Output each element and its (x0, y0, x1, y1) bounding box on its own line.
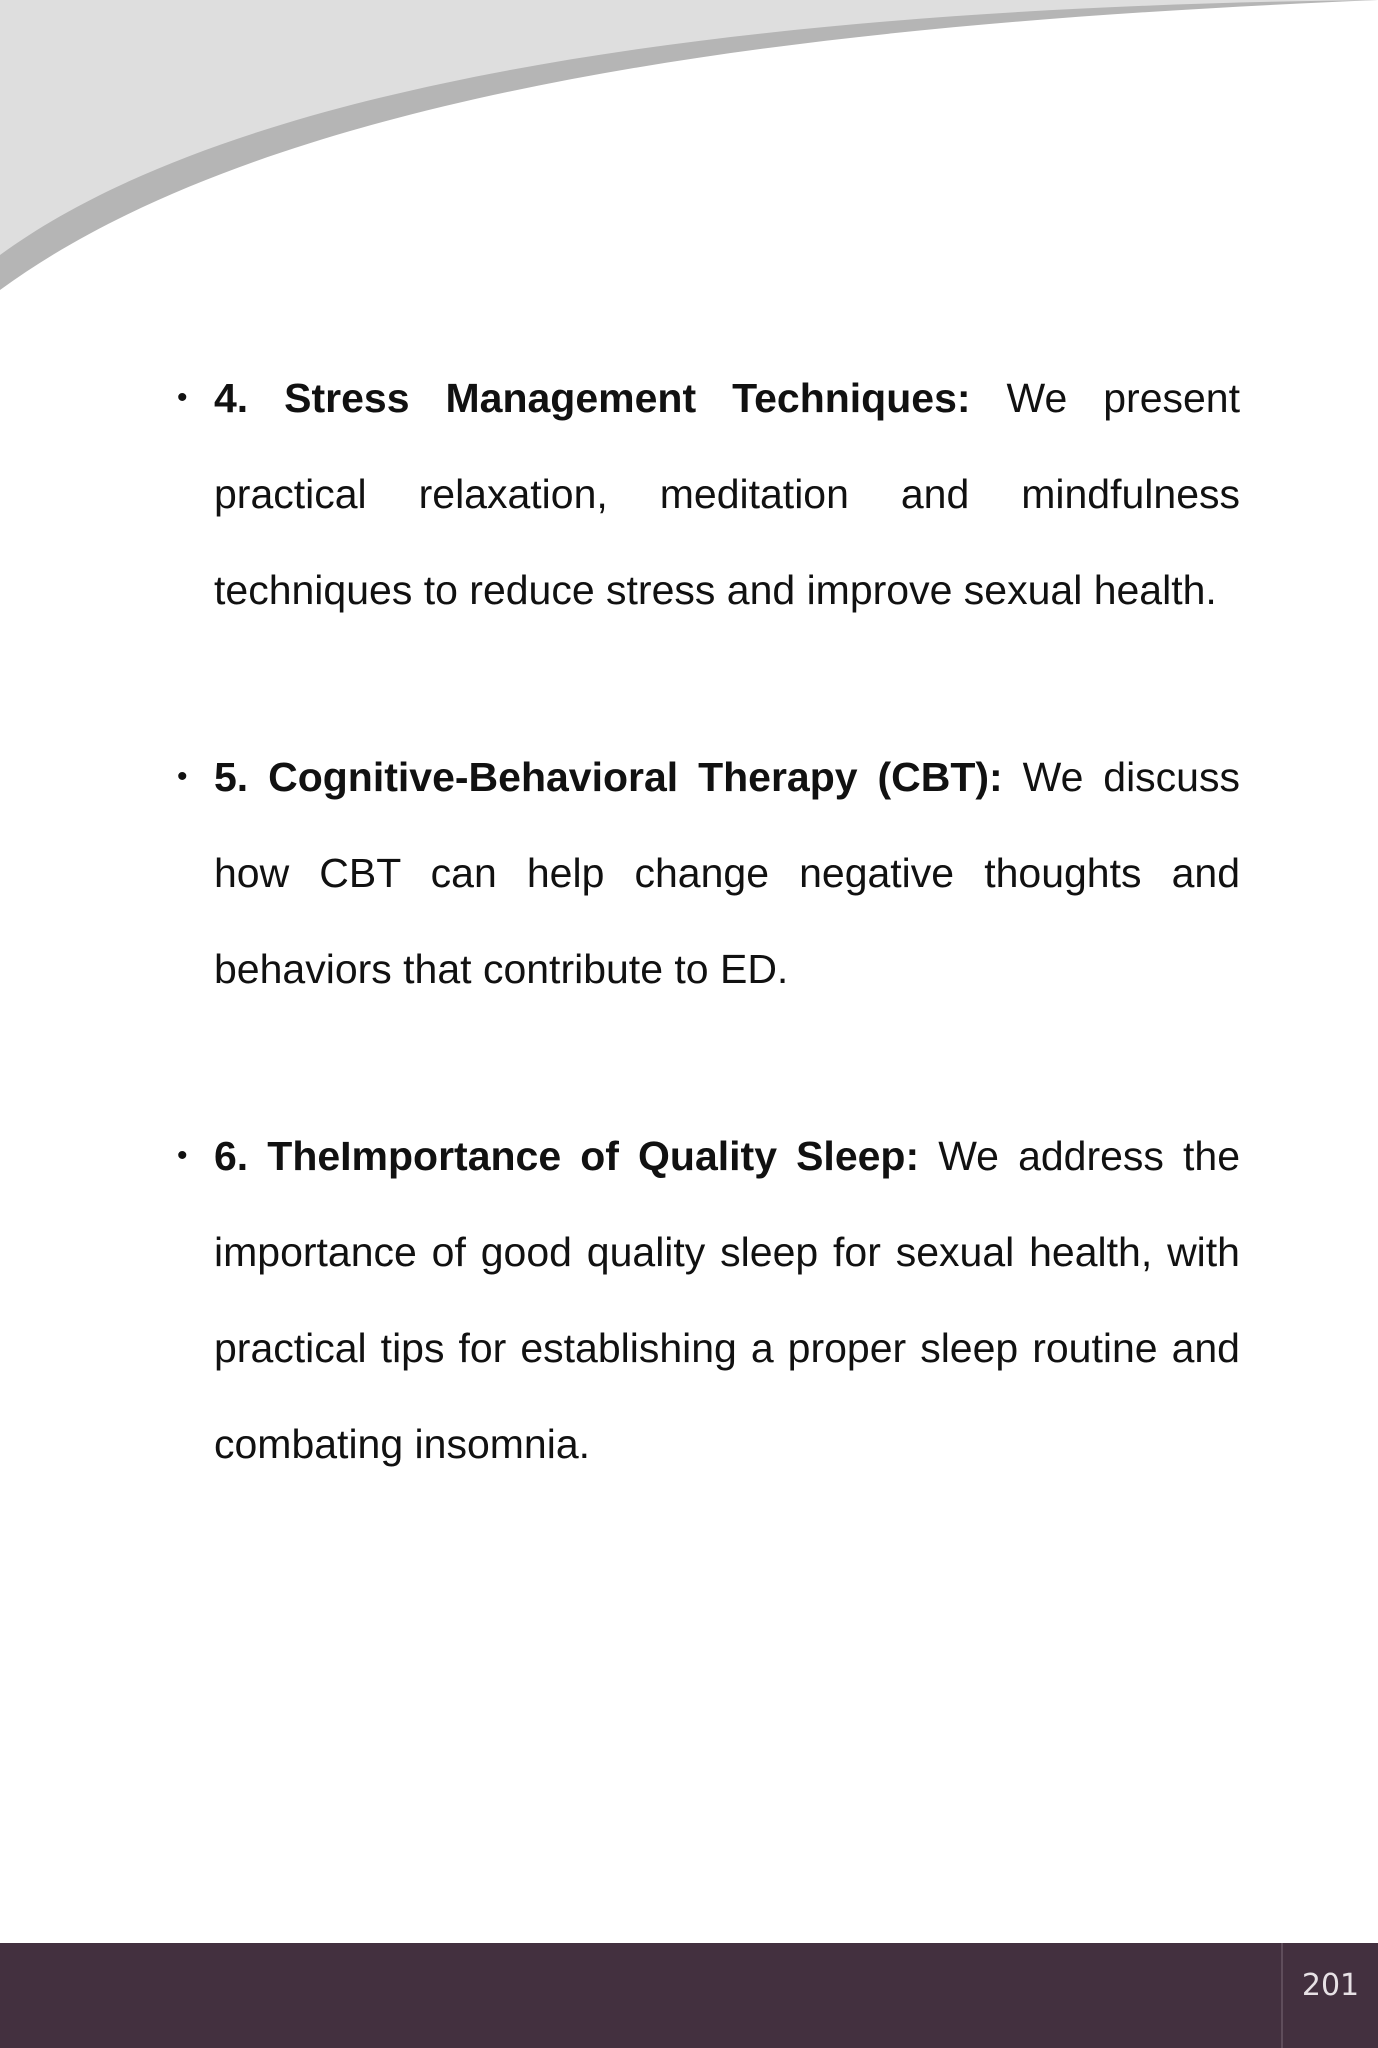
item-heading: 5. Cognitive-Behavioral Therapy (CBT): (214, 754, 1003, 800)
bullet-list (174, 350, 1240, 1492)
item-heading: 4. Stress Management Techniques: (214, 375, 971, 421)
header-swoosh-decoration (0, 0, 1378, 300)
page-number: 201 (1281, 1943, 1378, 2048)
bullet-point: • (177, 381, 188, 414)
item-body: We present practical relaxation, meditation and mindfulness techniques to reduce stress and improve sexual health. (214, 375, 1240, 613)
bullet-point: • (177, 1139, 188, 1172)
footer-bar (0, 1943, 1378, 2048)
main-content (174, 350, 1240, 1583)
item-body: We address the importance of good quality sleep for sexual health, with practical tips for establishing a proper sleep routine and combating insomnia. (214, 1133, 1241, 1467)
list-item (174, 350, 1240, 638)
bullet-point: • (177, 760, 188, 793)
list-item (174, 1108, 1240, 1492)
item-body: We discuss how CBT can help change negative thoughts and behaviors that contribute to ED. (214, 754, 1240, 992)
item-heading: 6. TheImportance of Quality Sleep: (214, 1133, 920, 1179)
list-item (174, 729, 1240, 1017)
